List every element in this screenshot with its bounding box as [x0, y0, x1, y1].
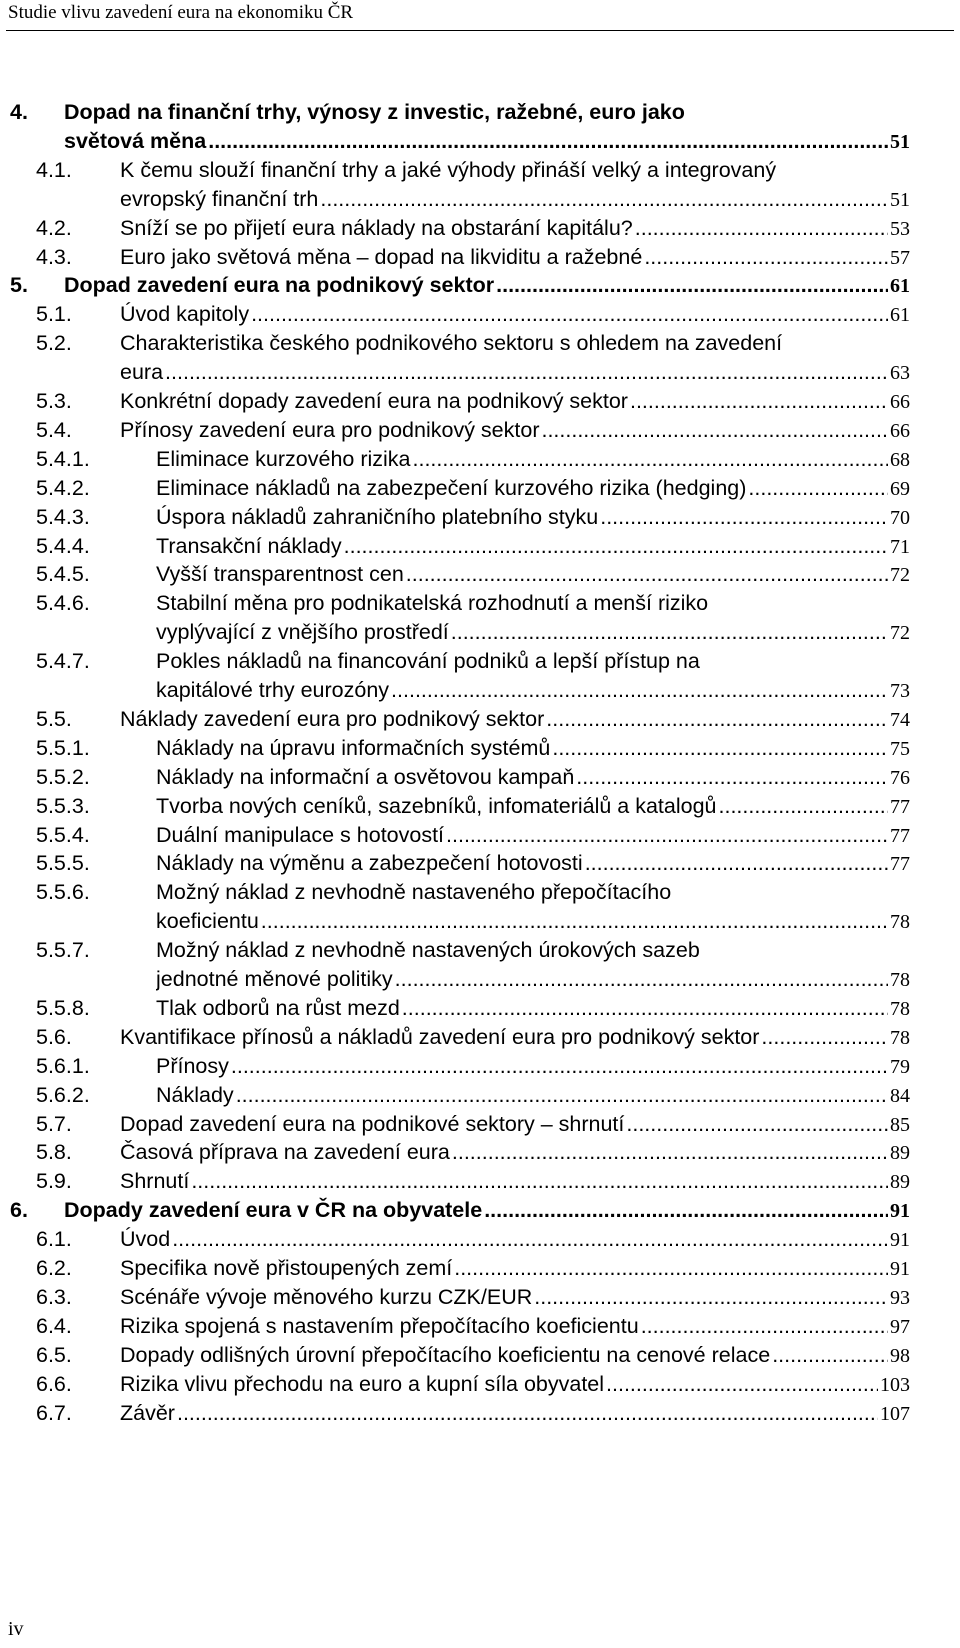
toc-entry-title-line — [120, 705, 910, 735]
toc-page-number: 61 — [890, 304, 910, 327]
toc-entry-title: Dopad na finanční trhy, výnosy z investic, ražebné, euro jako — [64, 100, 685, 124]
toc-entry-title-line — [156, 734, 910, 764]
toc-leader-dots — [635, 214, 888, 243]
toc-entry-number: 5.5.2. — [36, 764, 90, 789]
toc-entry-title: Konkrétní dopady zavedení eura na podnikový sektor — [120, 389, 628, 413]
toc-entry-title: Tlak odborů na růst mezd — [156, 995, 400, 1020]
toc-entry-title-line — [156, 878, 910, 907]
toc-page-number: 69 — [890, 477, 910, 500]
toc-leader-dots — [231, 1052, 888, 1081]
toc-entry-number: 5.5.3. — [36, 793, 90, 818]
toc-leader-dots — [413, 445, 888, 474]
toc-leader-dots — [484, 1196, 888, 1225]
toc-entry-title: Dopad zavedení eura na podnikové sektory – shrnutí — [120, 1111, 625, 1136]
toc-page-number: 66 — [890, 391, 910, 413]
toc-entry-number: 6. — [10, 1198, 28, 1223]
toc-leader-dots — [395, 965, 888, 994]
toc-leader-dots — [748, 474, 888, 503]
toc-entry-number: 4.1. — [36, 157, 72, 182]
toc-leader-dots — [585, 849, 888, 878]
toc-page-number: 72 — [890, 622, 910, 645]
toc-leader-dots — [552, 734, 888, 763]
toc-entry-number: 6.2. — [36, 1256, 72, 1280]
toc-page-number: 53 — [890, 217, 910, 240]
toc-entry-title: Kvantifikace přínosů a nákladů zavedení eura pro podnikový sektor — [120, 1024, 760, 1049]
toc-entry-title-line — [120, 1138, 910, 1168]
toc-page-number: 77 — [890, 824, 910, 847]
toc-leader-dots — [630, 387, 888, 416]
toc-entry-title: Eliminace nákladů na zabezpečení kurzového rizika (hedging) — [156, 475, 747, 500]
toc-entry-title: Závěr — [120, 1400, 175, 1425]
toc-entry-title-line — [156, 503, 910, 533]
toc-entry-title: Dopady zavedení eura v ČR na obyvatele — [64, 1198, 483, 1223]
toc-entry-title-line — [156, 792, 910, 822]
toc-entry-number: 5.4.3. — [36, 504, 90, 529]
toc-entry-title-line — [156, 647, 910, 676]
toc-leader-dots — [576, 763, 888, 792]
toc-entry-number: 5.4.1. — [36, 446, 90, 471]
toc-entry-title-line — [120, 1283, 910, 1313]
toc-entry-title-line — [156, 936, 910, 965]
toc-entry-number: 6.7. — [36, 1400, 72, 1425]
toc-entry-title: Eliminace kurzového rizika — [156, 446, 411, 471]
toc-leader-dots — [165, 358, 888, 387]
toc-entry-number: 5.4.5. — [36, 562, 90, 587]
toc-entry-number: 5.6.1. — [36, 1053, 90, 1078]
toc-entry-number: 5.6. — [36, 1024, 72, 1049]
toc-entry-title-line — [120, 214, 910, 244]
toc-entry-number: 5.5.1. — [36, 735, 90, 760]
toc-entry-title: Shrnutí — [120, 1169, 190, 1194]
toc-page-number: 68 — [890, 448, 910, 471]
toc-page-number: 66 — [890, 419, 910, 442]
toc-page-number: 77 — [890, 853, 910, 876]
toc-page-number: 93 — [890, 1286, 910, 1309]
toc-leader-dots — [761, 1023, 888, 1052]
toc-leader-dots — [534, 1283, 888, 1312]
toc-page-number: 91 — [890, 1200, 910, 1223]
toc-page-number: 61 — [890, 275, 910, 298]
toc-entry-title: Euro jako světová měna – dopad na likviditu a ražebné — [120, 244, 643, 269]
toc-page-number: 78 — [890, 911, 910, 934]
toc-entry-title-line — [156, 965, 910, 995]
toc-leader-dots — [236, 1081, 888, 1110]
toc-entry-title-line — [64, 1196, 910, 1226]
toc-page-number: 91 — [890, 1229, 910, 1252]
toc-leader-dots — [177, 1399, 878, 1428]
toc-page-number: 75 — [890, 737, 910, 760]
toc-entry-number: 5.6.2. — [36, 1082, 90, 1107]
toc-page-number: 97 — [890, 1315, 910, 1338]
toc-entry-number: 6.1. — [36, 1227, 72, 1252]
toc-entry-title: Přínosy — [156, 1053, 229, 1078]
header-divider — [6, 30, 954, 31]
toc-entry-number: 4.3. — [36, 244, 72, 269]
toc-leader-dots — [391, 676, 888, 705]
toc-page-number: 57 — [890, 246, 910, 269]
toc-entry-title: Duální manipulace s hotovostí — [156, 822, 445, 847]
toc-entry-number: 5.5.8. — [36, 995, 90, 1020]
toc-page-number: 78 — [890, 1026, 910, 1049]
toc-entry-title-line — [156, 1081, 910, 1111]
toc-entry-number: 5.9. — [36, 1169, 72, 1194]
toc-leader-dots — [172, 1225, 888, 1254]
toc-entry-title: Stabilní měna pro podnikatelská rozhodnutí a menší riziko — [156, 591, 709, 616]
toc-leader-dots — [496, 271, 888, 300]
toc-page-number: 70 — [890, 506, 910, 529]
toc-leader-dots — [600, 503, 888, 532]
toc-page-number: 78 — [890, 997, 910, 1020]
toc-page-number: 78 — [890, 969, 910, 991]
toc-entry-title: Specifika nově přistoupených zemí — [120, 1256, 453, 1280]
toc-page-number: 63 — [890, 362, 910, 385]
toc-page-number: 71 — [890, 535, 910, 558]
toc-entry-title: Úvod — [120, 1227, 171, 1252]
toc-leader-dots — [191, 1167, 888, 1196]
toc-entry-title-line — [120, 1110, 910, 1140]
toc-entry-number: 5.5.4. — [36, 822, 90, 847]
toc-entry-number: 4.2. — [36, 215, 72, 240]
toc-entry-title-line — [64, 98, 910, 127]
toc-entry-title-line — [156, 821, 910, 851]
toc-entry-title: vyplývající z vnějšího prostředí — [156, 620, 449, 645]
toc-entry-number: 5.3. — [36, 389, 72, 413]
toc-page-number: 91 — [890, 1258, 910, 1280]
toc-leader-dots — [402, 994, 888, 1023]
toc-entry-number: 5.5.6. — [36, 880, 90, 905]
toc-entry-number: 5.1. — [36, 302, 72, 327]
toc-entry-title: eura — [120, 360, 164, 385]
toc-entry-title: kapitálové trhy eurozóny — [156, 678, 390, 702]
toc-leader-dots — [208, 127, 888, 156]
toc-leader-dots — [451, 618, 888, 647]
toc-entry-title: jednotné měnové politiky — [156, 967, 393, 991]
toc-entry-title: K čemu slouží finanční trhy a jaké výhody přináší velký a integrovaný — [120, 157, 777, 182]
toc-entry-number: 5. — [10, 273, 28, 298]
toc-entry-title: Dopad zavedení eura na podnikový sektor — [64, 273, 495, 298]
toc-entry-number: 5.2. — [36, 331, 72, 356]
toc-leader-dots — [406, 560, 888, 589]
toc-entry-title-line — [156, 445, 910, 475]
toc-entry-number: 6.5. — [36, 1342, 72, 1367]
toc-entry-title-line — [120, 329, 910, 358]
toc-page-number: 107 — [880, 1402, 910, 1425]
toc-entry-title-line — [120, 1225, 910, 1255]
toc-leader-dots — [541, 416, 888, 445]
toc-entry-title-line — [156, 763, 910, 793]
toc-entry-number: 6.4. — [36, 1313, 72, 1338]
toc-entry-title-line — [64, 127, 910, 157]
toc-entry-title-line — [156, 560, 910, 590]
toc-entry-title: Náklady na úpravu informačních systémů — [156, 735, 551, 760]
toc-entry-title-line — [120, 416, 910, 446]
toc-page-number: 89 — [890, 1171, 910, 1194]
toc-entry-title: Náklady — [156, 1082, 234, 1107]
toc-entry-title-line — [120, 1312, 910, 1342]
toc-leader-dots — [251, 300, 888, 329]
toc-leader-dots — [772, 1341, 888, 1370]
toc-entry-number: 6.6. — [36, 1371, 72, 1396]
toc-entry-title: Vyšší transparentnost cen — [156, 562, 404, 587]
toc-entry-title: Úvod kapitoly — [120, 302, 250, 327]
toc-entry-title-line — [120, 156, 910, 185]
toc-page-number: 79 — [890, 1055, 910, 1078]
toc-entry-title: Tvorba nových ceníků, sazebníků, infomateriálů a katalogů — [156, 793, 717, 818]
toc-entry-title: evropský finanční trh — [120, 186, 319, 211]
toc-entry-title-line — [156, 1052, 910, 1082]
toc-entry-number: 5.5.7. — [36, 938, 90, 963]
toc-entry-number: 5.5.5. — [36, 851, 90, 876]
toc-entry-title: Možný náklad z nevhodně nastavených úrokových sazeb — [156, 938, 700, 963]
toc-entry-title-line — [120, 1399, 910, 1429]
toc-leader-dots — [446, 821, 888, 850]
toc-entry-title-line — [156, 474, 910, 504]
toc-page-number: 72 — [890, 564, 910, 587]
toc-page-number: 98 — [890, 1344, 910, 1367]
toc-entry-title: Rizika spojená s nastavením přepočítacího koeficientu — [120, 1313, 639, 1338]
toc-entry-title-line — [156, 907, 910, 937]
toc-page-number: 51 — [890, 188, 910, 211]
toc-page-number: 74 — [890, 708, 910, 731]
toc-entry-title-line — [156, 532, 910, 562]
toc-leader-dots — [344, 532, 888, 561]
toc-page-number: 73 — [890, 680, 910, 702]
toc-entry-title: Pokles nákladů na financování podniků a lepší přístup na — [156, 649, 700, 674]
toc-leader-dots — [546, 705, 888, 734]
toc-entry-title-line — [120, 300, 910, 330]
toc-entry-title-line — [156, 618, 910, 648]
toc-entry-title-line — [156, 589, 910, 618]
toc-entry-number: 5.7. — [36, 1111, 72, 1136]
toc-entry-title: Náklady zavedení eura pro podnikový sektor — [120, 706, 545, 731]
toc-entry-title: Úspora nákladů zahraničního platebního styku — [156, 504, 599, 529]
toc-page-number: 89 — [890, 1142, 910, 1165]
toc-entry-title: Časová příprava na zavedení eura — [120, 1140, 450, 1165]
toc-entry-number: 5.4.7. — [36, 649, 90, 674]
toc-page-number: 85 — [890, 1113, 910, 1136]
toc-leader-dots — [320, 185, 888, 214]
toc-entry-title-line — [120, 387, 910, 417]
toc-entry-title: světová měna — [64, 128, 207, 153]
toc-entry-title-line — [120, 243, 910, 273]
toc-entry-title: Scénáře vývoje měnového kurzu CZK/EUR — [120, 1284, 533, 1309]
toc-entry-number: 6.3. — [36, 1284, 72, 1309]
toc-entry-title-line — [120, 1341, 910, 1371]
toc-entry-title: Možný náklad z nevhodně nastaveného přepočítacího — [156, 880, 672, 905]
toc-entry-title-line — [156, 994, 910, 1024]
toc-page-number: 77 — [890, 795, 910, 818]
toc-entry-title-line — [64, 271, 910, 301]
toc-entry-number: 5.4. — [36, 417, 72, 442]
toc-entry-number: 4. — [10, 100, 28, 124]
toc-page-number: 103 — [880, 1373, 910, 1396]
toc-leader-dots — [261, 907, 888, 936]
toc-entry-title: Rizika vlivu přechodu na euro a kupní síla obyvatel — [120, 1371, 605, 1396]
toc-page-number: 76 — [890, 766, 910, 789]
toc-page-number: 51 — [890, 130, 910, 153]
toc-entry-number: 5.4.2. — [36, 475, 90, 500]
toc-page-number: 84 — [890, 1084, 910, 1107]
toc-entry-title-line — [120, 1254, 910, 1284]
toc-entry-title-line — [120, 1167, 910, 1197]
page-number: iv — [8, 1618, 24, 1640]
running-header: Studie vlivu zavedení eura na ekonomiku ČR — [8, 2, 354, 23]
toc-leader-dots — [641, 1312, 888, 1341]
toc-entry-title: Sníží se po přijetí eura náklady na obstarání kapitálu? — [120, 215, 633, 240]
toc-entry-number: 5.8. — [36, 1140, 72, 1165]
toc-entry-title: Transakční náklady — [156, 533, 342, 558]
toc-entry-number: 5.4.6. — [36, 591, 90, 616]
toc-entry-number: 5.5. — [36, 706, 72, 731]
toc-entry-title: Přínosy zavedení eura pro podnikový sektor — [120, 417, 540, 442]
toc-entry-title: koeficientu — [156, 909, 259, 934]
toc-leader-dots — [452, 1138, 888, 1167]
toc-leader-dots — [644, 243, 888, 272]
toc-entry-title-line — [120, 358, 910, 388]
toc-entry-title: Dopady odlišných úrovní přepočítacího koeficientu na cenové relace — [120, 1342, 771, 1367]
toc-entry-title-line — [120, 1023, 910, 1053]
toc-entry-title-line — [120, 1370, 910, 1400]
toc-leader-dots — [454, 1254, 888, 1283]
toc-entry-title-line — [156, 849, 910, 879]
toc-leader-dots — [719, 792, 888, 821]
toc-entry-title-line — [120, 185, 910, 215]
toc-entry-number: 5.4.4. — [36, 533, 90, 558]
toc-entry-title: Charakteristika českého podnikového sektoru s ohledem na zavedení — [120, 331, 783, 356]
toc-entry-title: Náklady na výměnu a zabezpečení hotovosti — [156, 851, 583, 876]
toc-leader-dots — [606, 1370, 878, 1399]
toc-leader-dots — [626, 1110, 888, 1139]
toc-entry-title: Náklady na informační a osvětovou kampaň — [156, 764, 575, 789]
toc-entry-title-line — [156, 676, 910, 706]
